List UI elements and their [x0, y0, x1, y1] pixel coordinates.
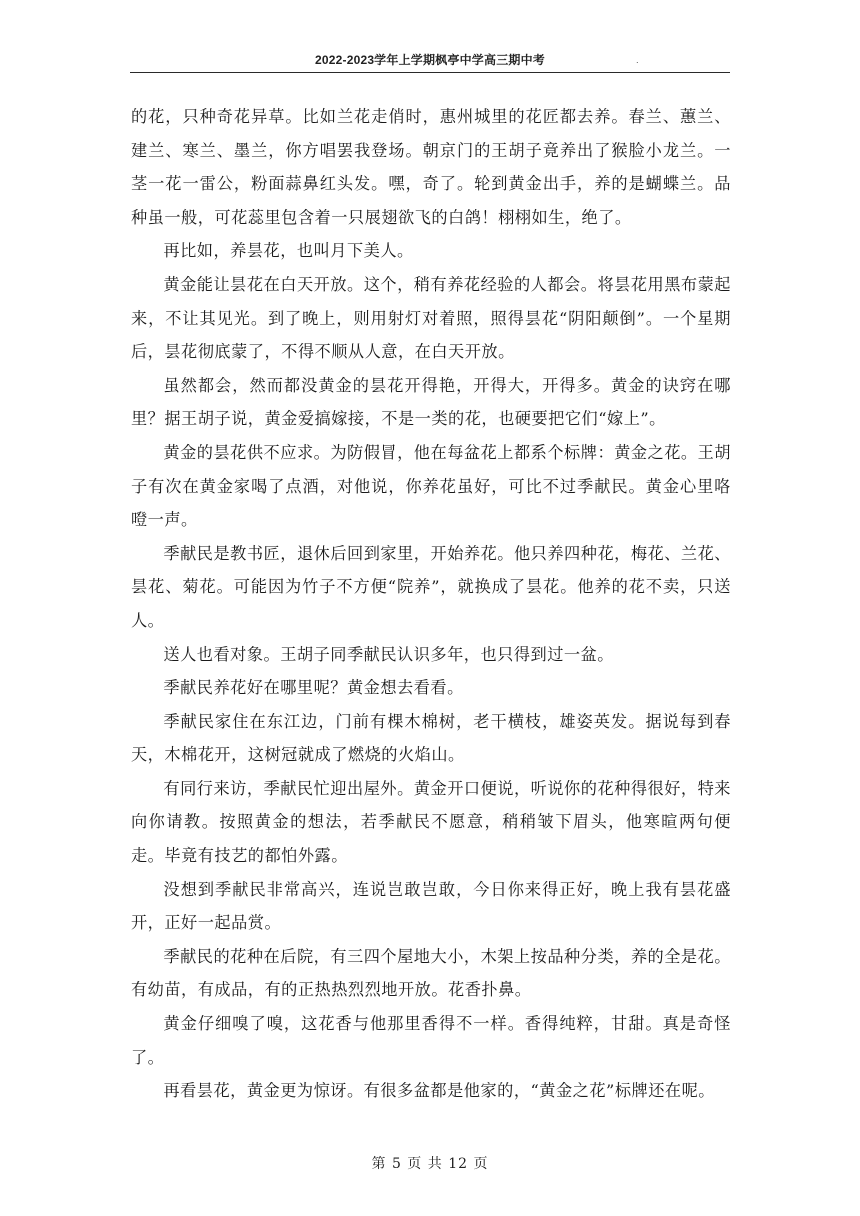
paragraph: 季献民的花种在后院，有三四个屋地大小，木架上按品种分类，养的全是花。有幼苗，有成品，有的正热热烈烈地开放。花香扑鼻。: [131, 946, 731, 1000]
paragraph: 再比如，养昙花，也叫月下美人。: [163, 241, 414, 261]
header-dot: .: [636, 56, 639, 65]
paragraph: 虽然都会，然而都没黄金的昙花开得艳，开得大，开得多。黄金的诀窍在哪里？据王胡子说，黄金爱搞嫁接，不是一类的花，也硬要把它们“嫁上”。: [131, 375, 731, 429]
header-rule: [130, 72, 730, 73]
article-body: [131, 100, 731, 1108]
paragraph: 黄金仔细嗅了嗅，这花香与他那里香得不一样。香得纯粹，甘甜。真是奇怪了。: [131, 1014, 731, 1067]
paragraph: 再看昙花，黄金更为惊讶。有很多盆都是他家的，“黄金之花”标牌还在呢。: [163, 1081, 715, 1101]
paragraph: 送人也看对象。王胡子同季献民认识多年，也只得到过一盆。: [163, 644, 614, 664]
paragraph: 黄金能让昙花在白天开放。这个，稍有养花经验的人都会。将昙花用黑布蒙起来，不让其见光。到了晚上，则用射灯对着照，照得昙花“阴阳颠倒”。一个星期后，昙花彻底蒙了，不得不顺从人意，在白天开放。: [131, 274, 731, 362]
paragraph: 季献民是教书匠，退休后回到家里，开始养花。他只养四种花，梅花、兰花、昙花、菊花。可能因为竹子不方便“院养”，就换成了昙花。他养的花不卖，只送人。: [131, 543, 731, 630]
page-number-footer: 第 5 页 共 12 页: [371, 1156, 489, 1172]
paragraph: 黄金的昙花供不应求。为防假冒，他在每盆花上都系个标牌：黄金之花。王胡子有次在黄金家喝了点酒，对他说，你养花虽好，可比不过季献民。黄金心里咯噔一声。: [131, 442, 731, 530]
paragraph: 没想到季献民非常高兴，连说岂敢岂敢，今日你来得正好，晚上我有昙花盛开，正好一起品赏。: [131, 879, 731, 933]
paragraph: 有同行来访，季献民忙迎出屋外。黄金开口便说，听说你的花种得很好，特来向你请教。按照黄金的想法，若季献民不愿意，稍稍皱下眉头，他寒暄两句便走。毕竟有技艺的都怕外露。: [131, 778, 731, 866]
page-header: 2022-2023学年上学期枫亭中学高三期中考: [315, 53, 545, 67]
paragraph: 季献民养花好在哪里呢？黄金想去看看。: [163, 678, 464, 698]
paragraph: 季献民家住在东江边，门前有棵木棉树，老干横枝，雄姿英发。据说每到春天，木棉花开，这树冠就成了燃烧的火焰山。: [131, 711, 731, 765]
paragraph: 的花，只种奇花异草。比如兰花走俏时，惠州城里的花匠都去养。春兰、蕙兰、建兰、寒兰、墨兰，你方唱罢我登场。朝京门的王胡子竟养出了猴脸小龙兰。一茎一花一雷公，粉面蒜鼻红头发。嘿，奇了。轮到黄金出手，养的是蝴蝶兰。品种虽一般，可花蕊里包含着一只展翅欲飞的白鸽！栩栩如生，绝了。: [131, 107, 731, 227]
